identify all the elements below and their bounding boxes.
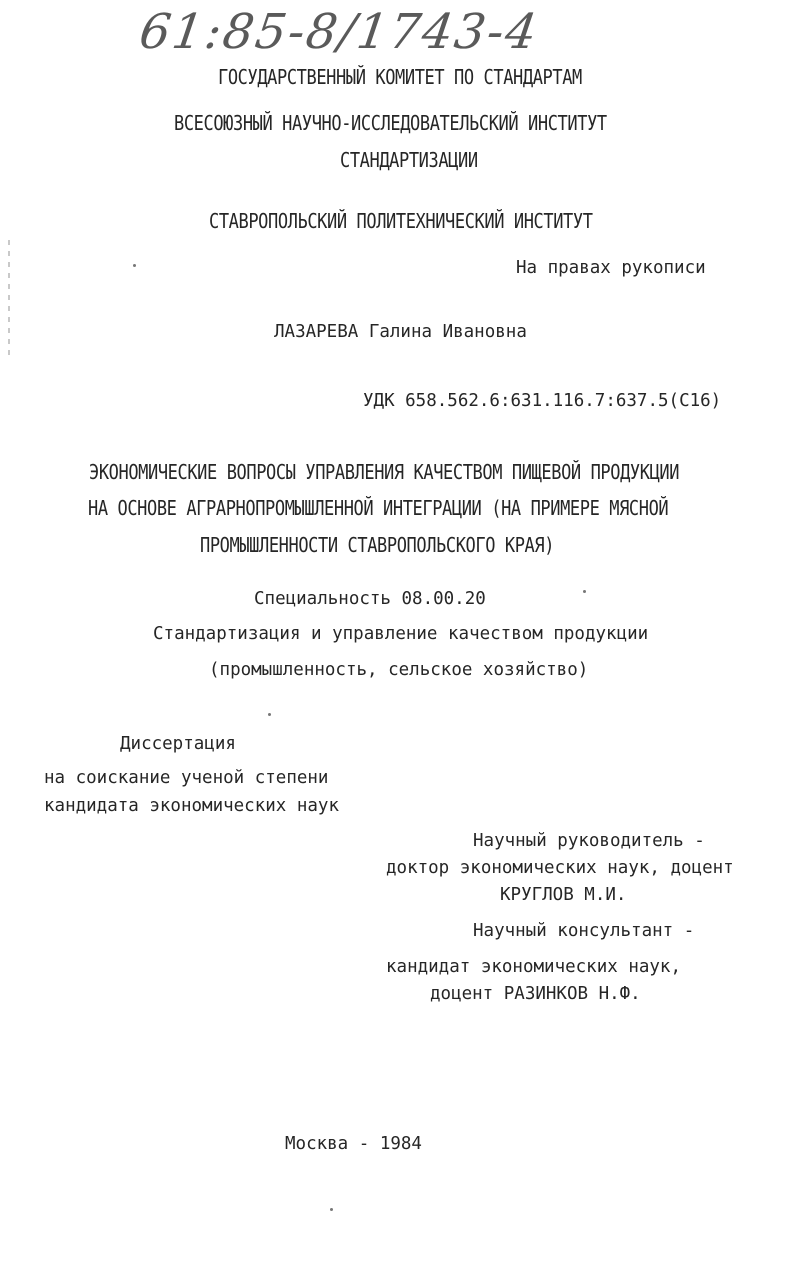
supervisor-role: Научный руководитель - (473, 831, 705, 851)
scan-speck (268, 713, 271, 716)
degree-purpose: на соискание ученой степени (44, 768, 329, 788)
specialty-code: Специальность 08.00.20 (254, 589, 486, 609)
archive-number-handwritten: 61:85-8/1743-4 (136, 4, 543, 60)
thesis-title-line3: ПРОМЫШЛЕННОСТИ СТАВРОПОЛЬСКОГО КРАЯ) (200, 534, 555, 558)
scan-speck (133, 264, 136, 267)
consultant-name: доцент РАЗИНКОВ Н.Ф. (430, 984, 641, 1004)
city-year: Москва - 1984 (285, 1134, 422, 1154)
thesis-title-line1: ЭКОНОМИЧЕСКИЕ ВОПРОСЫ УПРАВЛЕНИЯ КАЧЕСТВОМ ПИЩЕВОЙ ПРОДУКЦИИ (89, 461, 680, 485)
scan-speck (330, 1208, 333, 1211)
scan-edge-marks (8, 240, 10, 360)
consultant-degree: кандидат экономических наук, (386, 957, 682, 977)
consultant-role: Научный консультант - (473, 921, 695, 941)
udk-code: УДК 658.562.6:631.116.7:637.5(С16) (363, 391, 722, 411)
supervisor-name: КРУГЛОВ М.И. (500, 885, 627, 905)
specialty-name: Стандартизация и управление качеством продукции (153, 624, 649, 644)
manuscript-rights: На правах рукописи (516, 258, 706, 278)
dissertation-label: Диссертация (120, 734, 236, 754)
institute-heading-line1: ВСЕСОЮЗНЫЙ НАУЧНО-ИССЛЕДОВАТЕЛЬСКИЙ ИНСТИТУТ (174, 112, 607, 136)
committee-heading: ГОСУДАРСТВЕННЫЙ КОМИТЕТ ПО СТАНДАРТАМ (218, 66, 582, 90)
supervisor-degree: доктор экономических наук, доцент (386, 858, 734, 878)
polytech-heading: СТАВРОПОЛЬСКИЙ ПОЛИТЕХНИЧЕСКИЙ ИНСТИТУТ (209, 210, 593, 234)
specialty-branch: (промышленность, сельское хозяйство) (209, 660, 589, 680)
institute-heading-line2: СТАНДАРТИЗАЦИИ (340, 149, 478, 173)
degree-name: кандидата экономических наук (44, 796, 340, 816)
scan-speck (583, 590, 586, 593)
thesis-title-line2: НА ОСНОВЕ АГРАРНОПРОМЫШЛЕННОЙ ИНТЕГРАЦИИ (НА ПРИМЕРЕ МЯСНОЙ (88, 497, 669, 521)
author-name: ЛАЗАРЕВА Галина Ивановна (274, 322, 527, 342)
